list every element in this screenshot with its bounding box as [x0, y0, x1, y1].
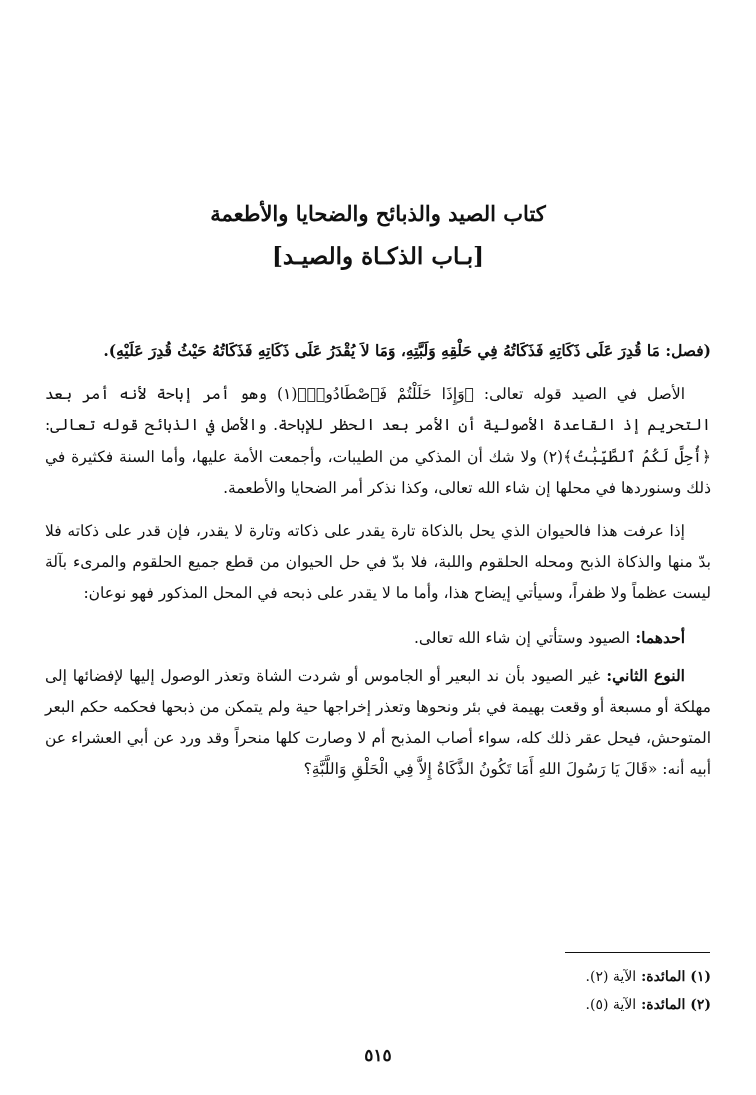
paragraph-2: إذا عرفت هذا فالحيوان الذي يحل بالذكاة تارة يقدر على ذكاته وتارة لا يقدر، فإن قدر على ذكاته فلا بدّ منها والذكاة الذبح ومحله الحلقوم واللبة، فلا بدّ في حل الحيوان من قطع جميع الحلقوم والمرىء بآلة ليست عظماً ولا ظفراً، وسيأتي إيضاح هذا، وأما ما لا يقدر على ذبحه في المحل المذكور فهو نوعان:	[45, 522, 711, 603]
footnote-1	[45, 963, 711, 991]
book-title: كتاب الصيد والذبائح والضحايا والأطعمة	[210, 201, 546, 226]
footnotes	[45, 963, 711, 1019]
paragraph-1: الأصل في الصيد قوله تعالى: ﴿وَإِذَا حَلَلْتُمْ فَٱصْطَادُوا۟﴾(١) وهو أمر إباحة لأنه أمر بعد التحريم إذ القاعدة الأصولية أن الأمر بعد الحظر للإباحة. والأصل في الذبائح قوله تعالى: ﴿أُحِلَّ لَكُمُ ٱلطَّيِّبَٰتُ﴾(٢) ولا شك أن المذكي من الطيبات، وأجمعت الأمة عليها، وأما السنة فكثيرة في ذلك وسنوردها في محلها إن شاء الله تعالى، وكذا نذكر أمر الضحايا والأطعمة.	[45, 385, 711, 497]
paragraph-3	[45, 622, 711, 654]
paragraph-3-label: أحدهما:	[630, 627, 685, 647]
footnote-2	[45, 991, 711, 1019]
main-text	[45, 335, 711, 798]
footnote-divider	[565, 952, 710, 953]
paragraph-4	[45, 660, 711, 786]
paragraph-4-text: غير الصيود بأن ند البعير أو الجاموس أو شردت الشاة وتعذر الوصول إليها لإفضائها إلى مهلكة أو مسبعة أو وقعت بهيمة في بئر ونحوها وتعذر إخراجها حية ولم يتمكن من ذبحها فحكمه حكم البعر المتوحش، فيحل عقر ذلك كله، سواء أصاب المذبح أم لا وصارت كلها منحراً وقد ورد عن أبي العشراء عن أبيه أنه: «قَالَ يَا رَسُولَ اللهِ أَمَا تَكُونُ الذَّكَاةُ إِلاَّ فِي الْحَلْقِ وَاللَّبَّةِ؟	[45, 666, 711, 779]
fasl-label: (فصل:	[659, 341, 711, 360]
chapter-title: [بـاب الذكـاة والصيـد]	[272, 243, 484, 270]
footnote-2-label: (٢) المائدة:	[636, 997, 711, 1013]
footnote-1-label: (١) المائدة:	[636, 969, 711, 985]
title-block	[40, 196, 716, 276]
paragraph-4-label: النوع الثاني:	[600, 665, 685, 685]
page-number: ٥١٥	[364, 1046, 392, 1066]
fasl-paragraph	[45, 335, 711, 367]
paragraph-3-text: الصيود وستأتي إن شاء الله تعالى.	[413, 628, 630, 647]
footnote-2-text: الآية (٥).	[585, 997, 637, 1013]
fasl-text: مَا قُدِرَ عَلَى ذَكَاتِهِ فَذَكَاتُهُ فِي حَلْقِهِ وَلَبَّتِهِ، وَمَا لاَ يُقْدَرُ عَلَى ذَكَاتِهِ فَذَكَاتُهُ حَيْثُ قُدِرَ عَلَيْهِ).	[103, 341, 660, 360]
footnote-1-text: الآية (٢).	[585, 969, 637, 985]
